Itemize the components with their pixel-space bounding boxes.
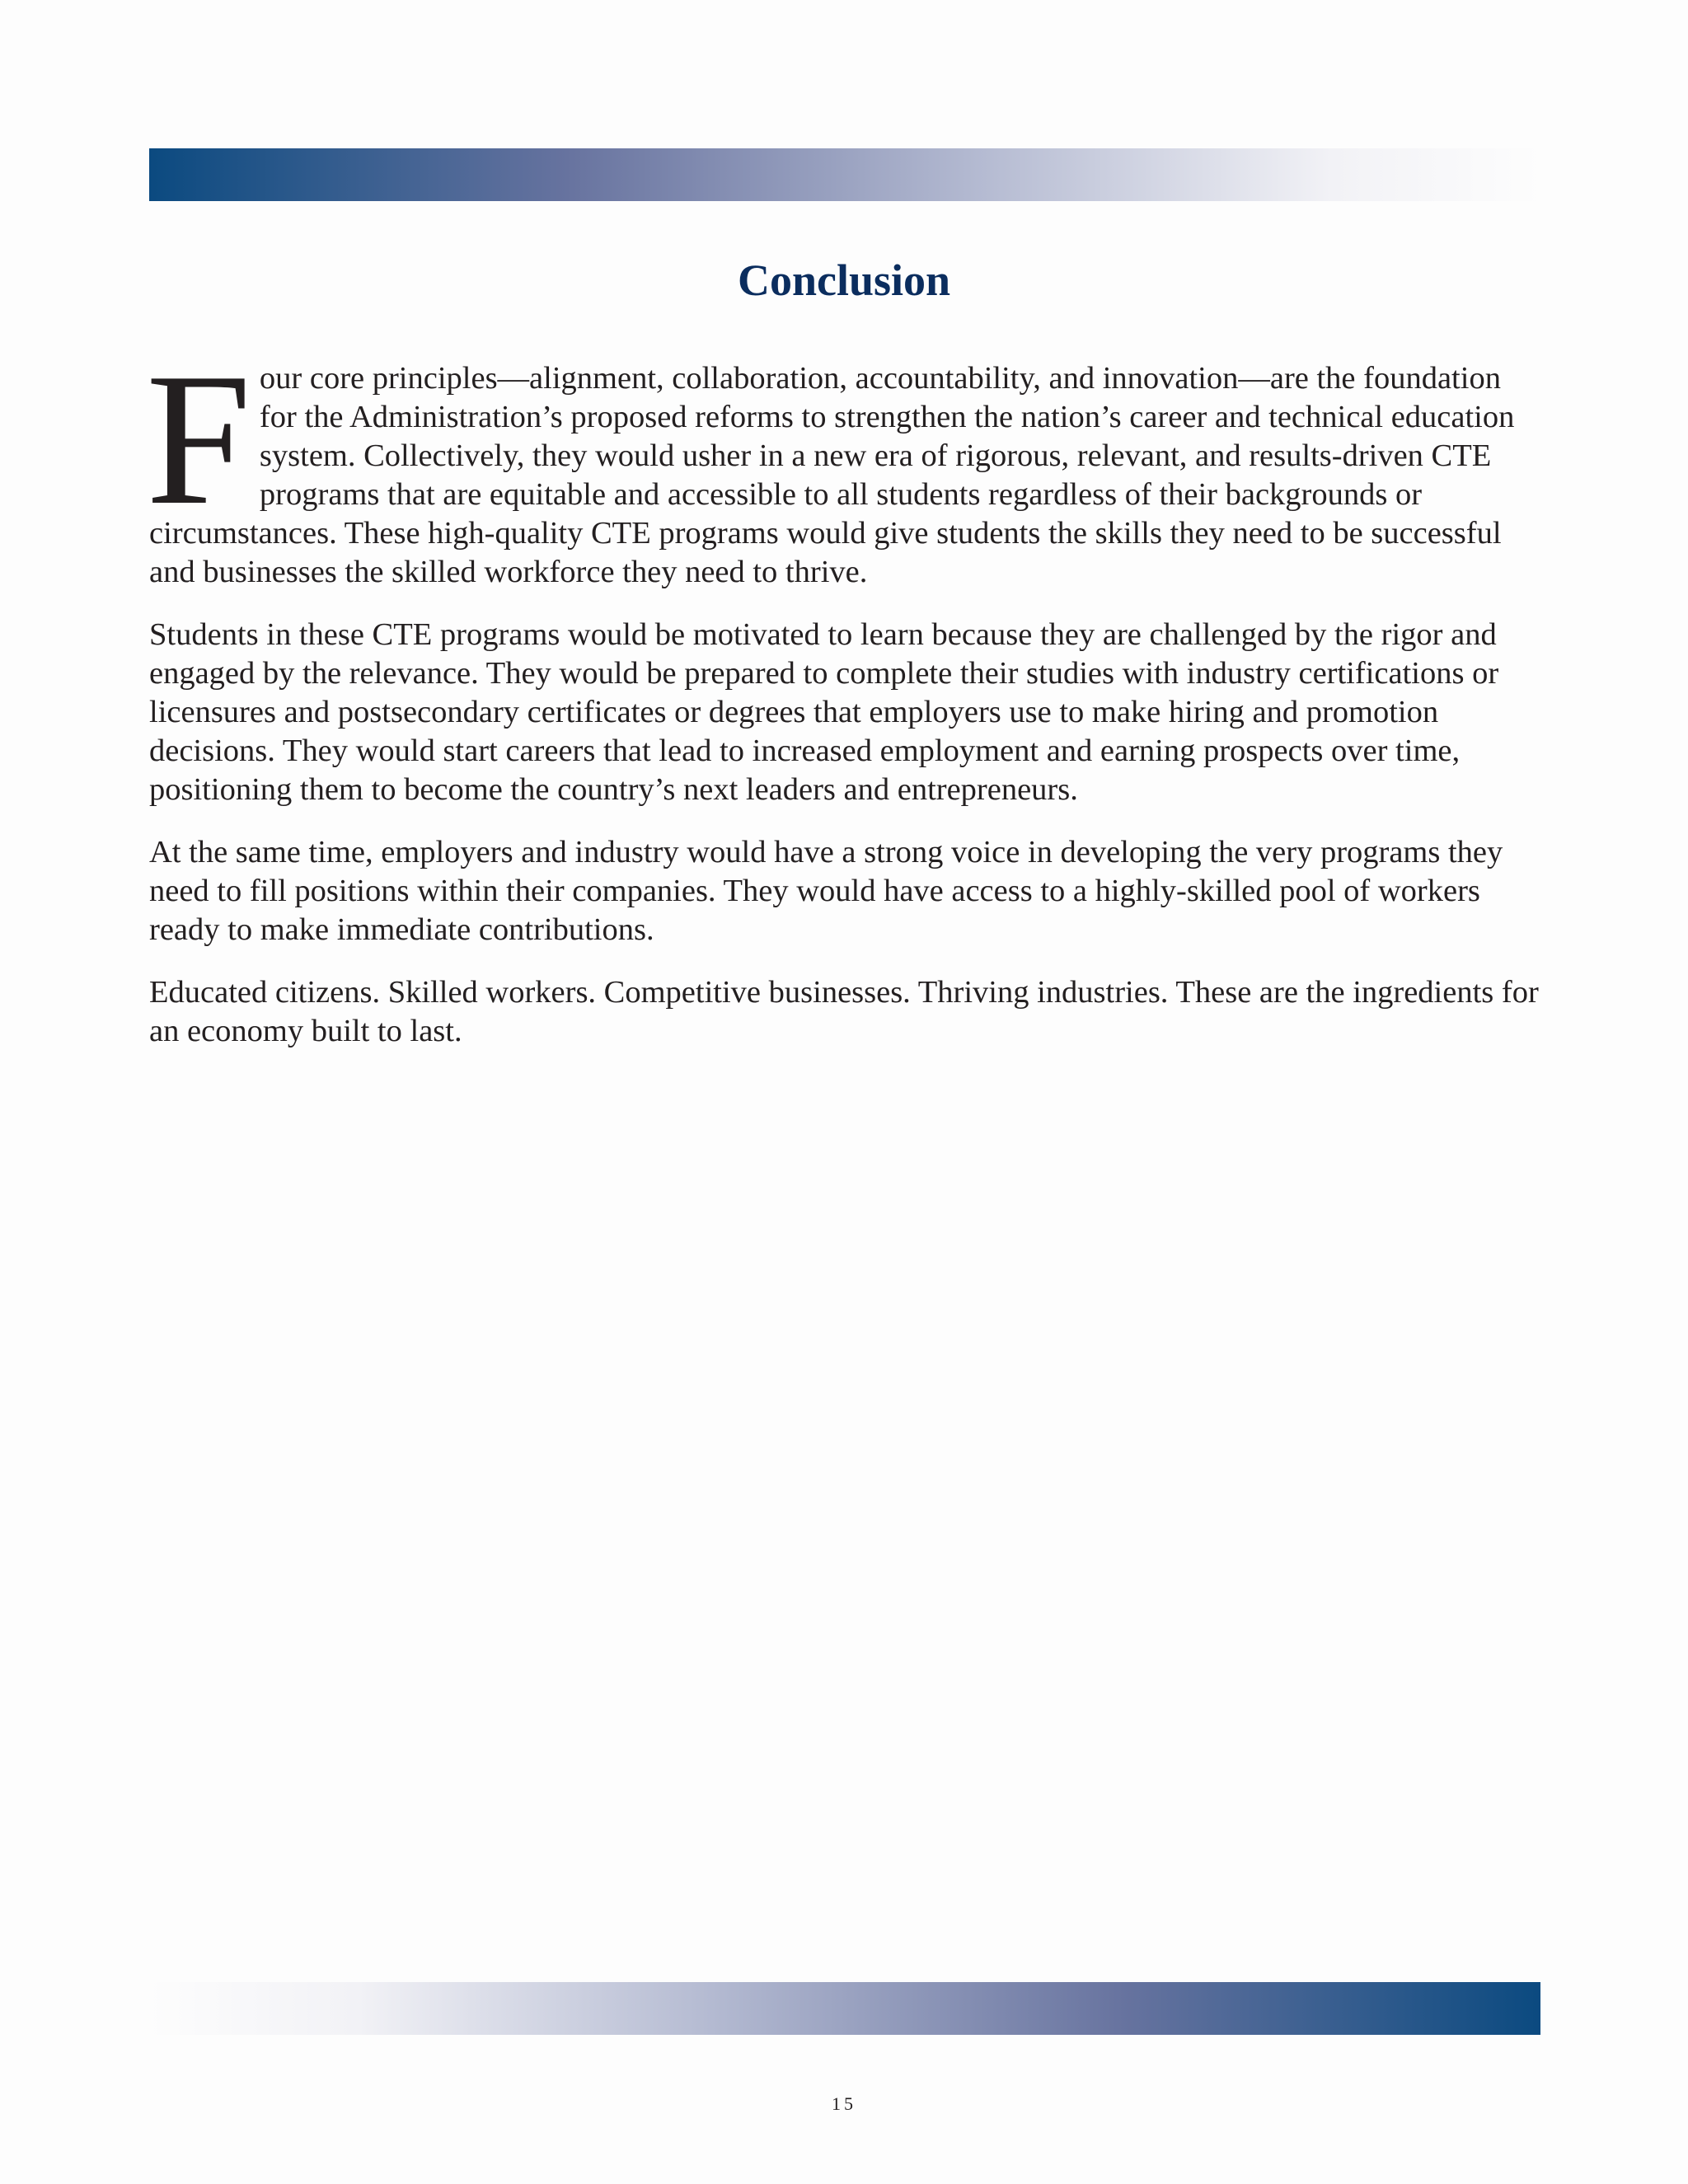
page-number: 15 [832, 2093, 856, 2114]
paragraph-text: our core principles—alignment, collaboration, accountability, and innovation—are the foundation for the Administration’s proposed reforms to strengthen the nation’s career and technical education system. Collectively, they would usher in a new era of rigorous, relevant, and results-driven CTE programs that are equitable and accessible to all students regardless of their backgrounds or circumstances. These high-quality CTE programs would give students the skills they need to be successful and businesses the skilled workforce they need to thrive. [149, 361, 1515, 589]
page-title: Conclusion [737, 255, 951, 305]
top-gradient-band [149, 148, 1540, 201]
paragraph: Educated citizens. Skilled workers. Competitive businesses. Thriving industries. These are the ingredients for an economy built to last. [149, 975, 1539, 1048]
paragraph: Students in these CTE programs would be motivated to learn because they are challenged by the rigor and engaged by the relevance. They would be prepared to complete their studies with industry certifications or licensures and postsecondary certificates or degrees that employers use to make hiring and promotion decisions. They would start careers that lead to increased employment and earning prospects over time, positioning them to become the country’s next leaders and entrepreneurs. [149, 617, 1499, 807]
paragraph-intro [146, 334, 1540, 592]
drop-cap: F [146, 334, 251, 544]
paragraph: At the same time, employers and industry would have a strong voice in developing the very programs they need to fill positions within their companies. They would have access to a highly-skilled pool of workers ready to make immediate contributions. [149, 835, 1503, 947]
bottom-gradient-band [149, 1982, 1540, 2035]
body-text [146, 334, 1540, 1075]
